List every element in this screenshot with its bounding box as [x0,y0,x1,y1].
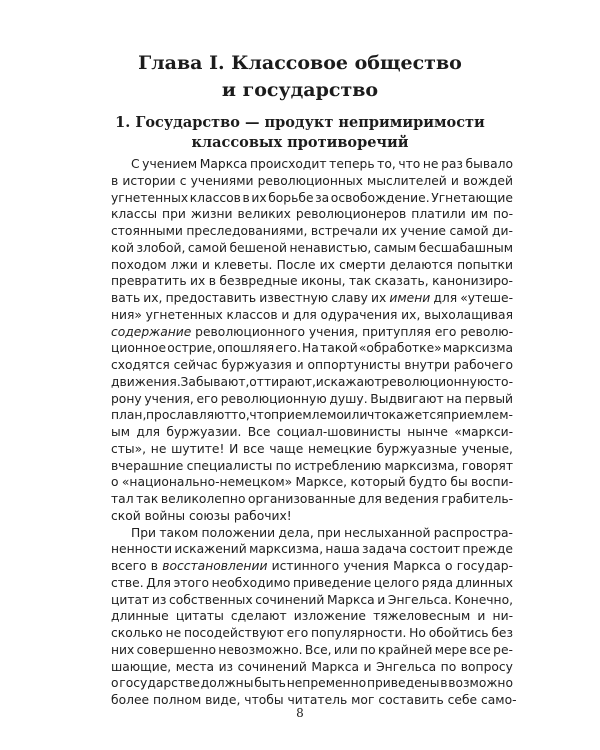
paragraph-1 [111,156,513,525]
text-segment: ненности искажений марксизма, наша задача состоит прежде [111,542,513,557]
section-title-line-2: классовых противоречий [191,134,409,151]
section-title-line-1: 1. Государство — продукт непримиримости [115,114,485,131]
text-segment: ния» угнетенных классов и для одурачения их, выхолащивая [111,307,513,322]
text-line [111,240,513,257]
section-title [0,113,600,153]
text-line [111,206,513,223]
text-segment: вать их, предоставить известную славу их [111,291,390,305]
text-line [111,659,513,676]
text-segment: более полном виде, чтобы читатель мог составить себе само- [111,693,517,707]
text-line [111,407,513,424]
text-segment: стоянными преследованиями, встречали их учение самой ди- [111,224,513,238]
text-segment: ционное острие, опошляя его. На такой «обработке» марксизма [111,341,514,356]
text-segment: угнетенных классов в их борьбе за освобождение. Угнетающие [111,190,513,205]
italic-text: восстановлении [162,559,268,573]
text-segment: о государстве должны быть непременно приведены в возможно [111,676,513,691]
text-line [111,357,513,374]
text-segment: С учением Маркса происходит теперь то, что не раз бывало [131,157,513,171]
text-line [111,525,513,542]
text-line [111,374,513,391]
text-line [111,625,513,642]
page-number: 8 [296,706,304,720]
text-line [111,391,513,408]
text-segment: движения. Забывают, оттирают, искажают революционную сто- [111,374,514,389]
text-segment: длинные цитаты сделают изложение тяжеловесным и ни- [111,609,514,624]
text-line [111,190,513,207]
text-segment: сходятся сейчас буржуазия и оппортунисты внутри рабочего [111,358,513,372]
text-line [111,273,513,290]
paragraph-2 [111,525,517,709]
italic-text: содержание [111,324,192,339]
text-segment: шающие, места из сочинений Маркса и Энгельса по вопросу [111,659,513,674]
text-segment: о «национально-немецком» Марксе, который будто бы воспи- [111,475,514,490]
text-segment: рону учения, его революционную душу. Выдвигают на первый [111,391,514,406]
text-line [111,324,513,341]
text-segment: всего в [111,559,163,573]
text-line [111,558,513,575]
text-segment: ской войны союзы рабочих! [111,508,292,523]
text-line [111,474,513,491]
body-text [111,156,517,709]
text-line [111,257,513,274]
text-segment: революционного учения, притупляя его револю- [191,324,514,339]
text-segment: ым для буржуазии. Все социал-шовинисты нынче «маркси- [111,425,514,439]
text-line [111,675,513,692]
text-segment: стве. Для этого необходимо приведение целого ряда длинных [111,575,513,590]
text-line [111,491,513,508]
text-line [111,223,513,240]
text-line [111,642,513,659]
text-segment: цитат из собственных сочинений Маркса и Энгельса. Конечно, [111,592,514,607]
text-segment: кой злобой, самой бешеной ненавистью, самым бесшабашным [111,240,513,255]
text-line [111,592,513,609]
text-segment: тал так великолепно организованные для ведения грабитель- [111,492,514,506]
text-segment: классы при жизни великих революционеров платили им по- [111,207,514,222]
text-line [111,424,513,441]
text-line [111,307,513,324]
text-segment: походом лжи и клеветы. После их смерти делаются попытки [111,257,513,272]
text-line [111,156,513,173]
text-line [111,508,513,525]
text-line [111,541,513,558]
text-segment: сколько не посодействуют его популярности. Но обойтись без [111,626,514,640]
text-line [111,441,513,458]
chapter-title [0,50,600,104]
text-segment: вчерашние специалисты по истреблению марксизма, говорят [111,458,513,473]
text-line [111,458,513,475]
text-line [111,340,513,357]
text-line [111,608,513,625]
chapter-title-line-1: Глава I. Классовое общество [138,52,462,74]
text-segment: для «утеше- [430,291,514,305]
text-segment: превратить их в безвредные иконы, так сказать, канонизиро- [111,274,513,289]
italic-text: имени [389,291,431,305]
text-segment: сты», не шутите! И все чаще немецкие буржуазные ученые, [111,441,513,456]
text-segment: в истории с учениями революционных мыслителей и вождей [111,173,513,188]
text-segment: них совершенно невозможно. Все, или по крайней мере все ре- [111,642,513,657]
text-line [111,575,513,592]
text-line [111,290,513,307]
text-segment: план, прославляют то, что приемлемо или что кажется приемлем- [111,408,513,423]
text-segment: истинного учения Маркса о государ- [267,559,513,573]
text-segment: При таком положении дела, при неслыханной распростра- [131,525,513,540]
chapter-title-line-2: и государство [221,79,379,101]
text-line [111,173,513,190]
